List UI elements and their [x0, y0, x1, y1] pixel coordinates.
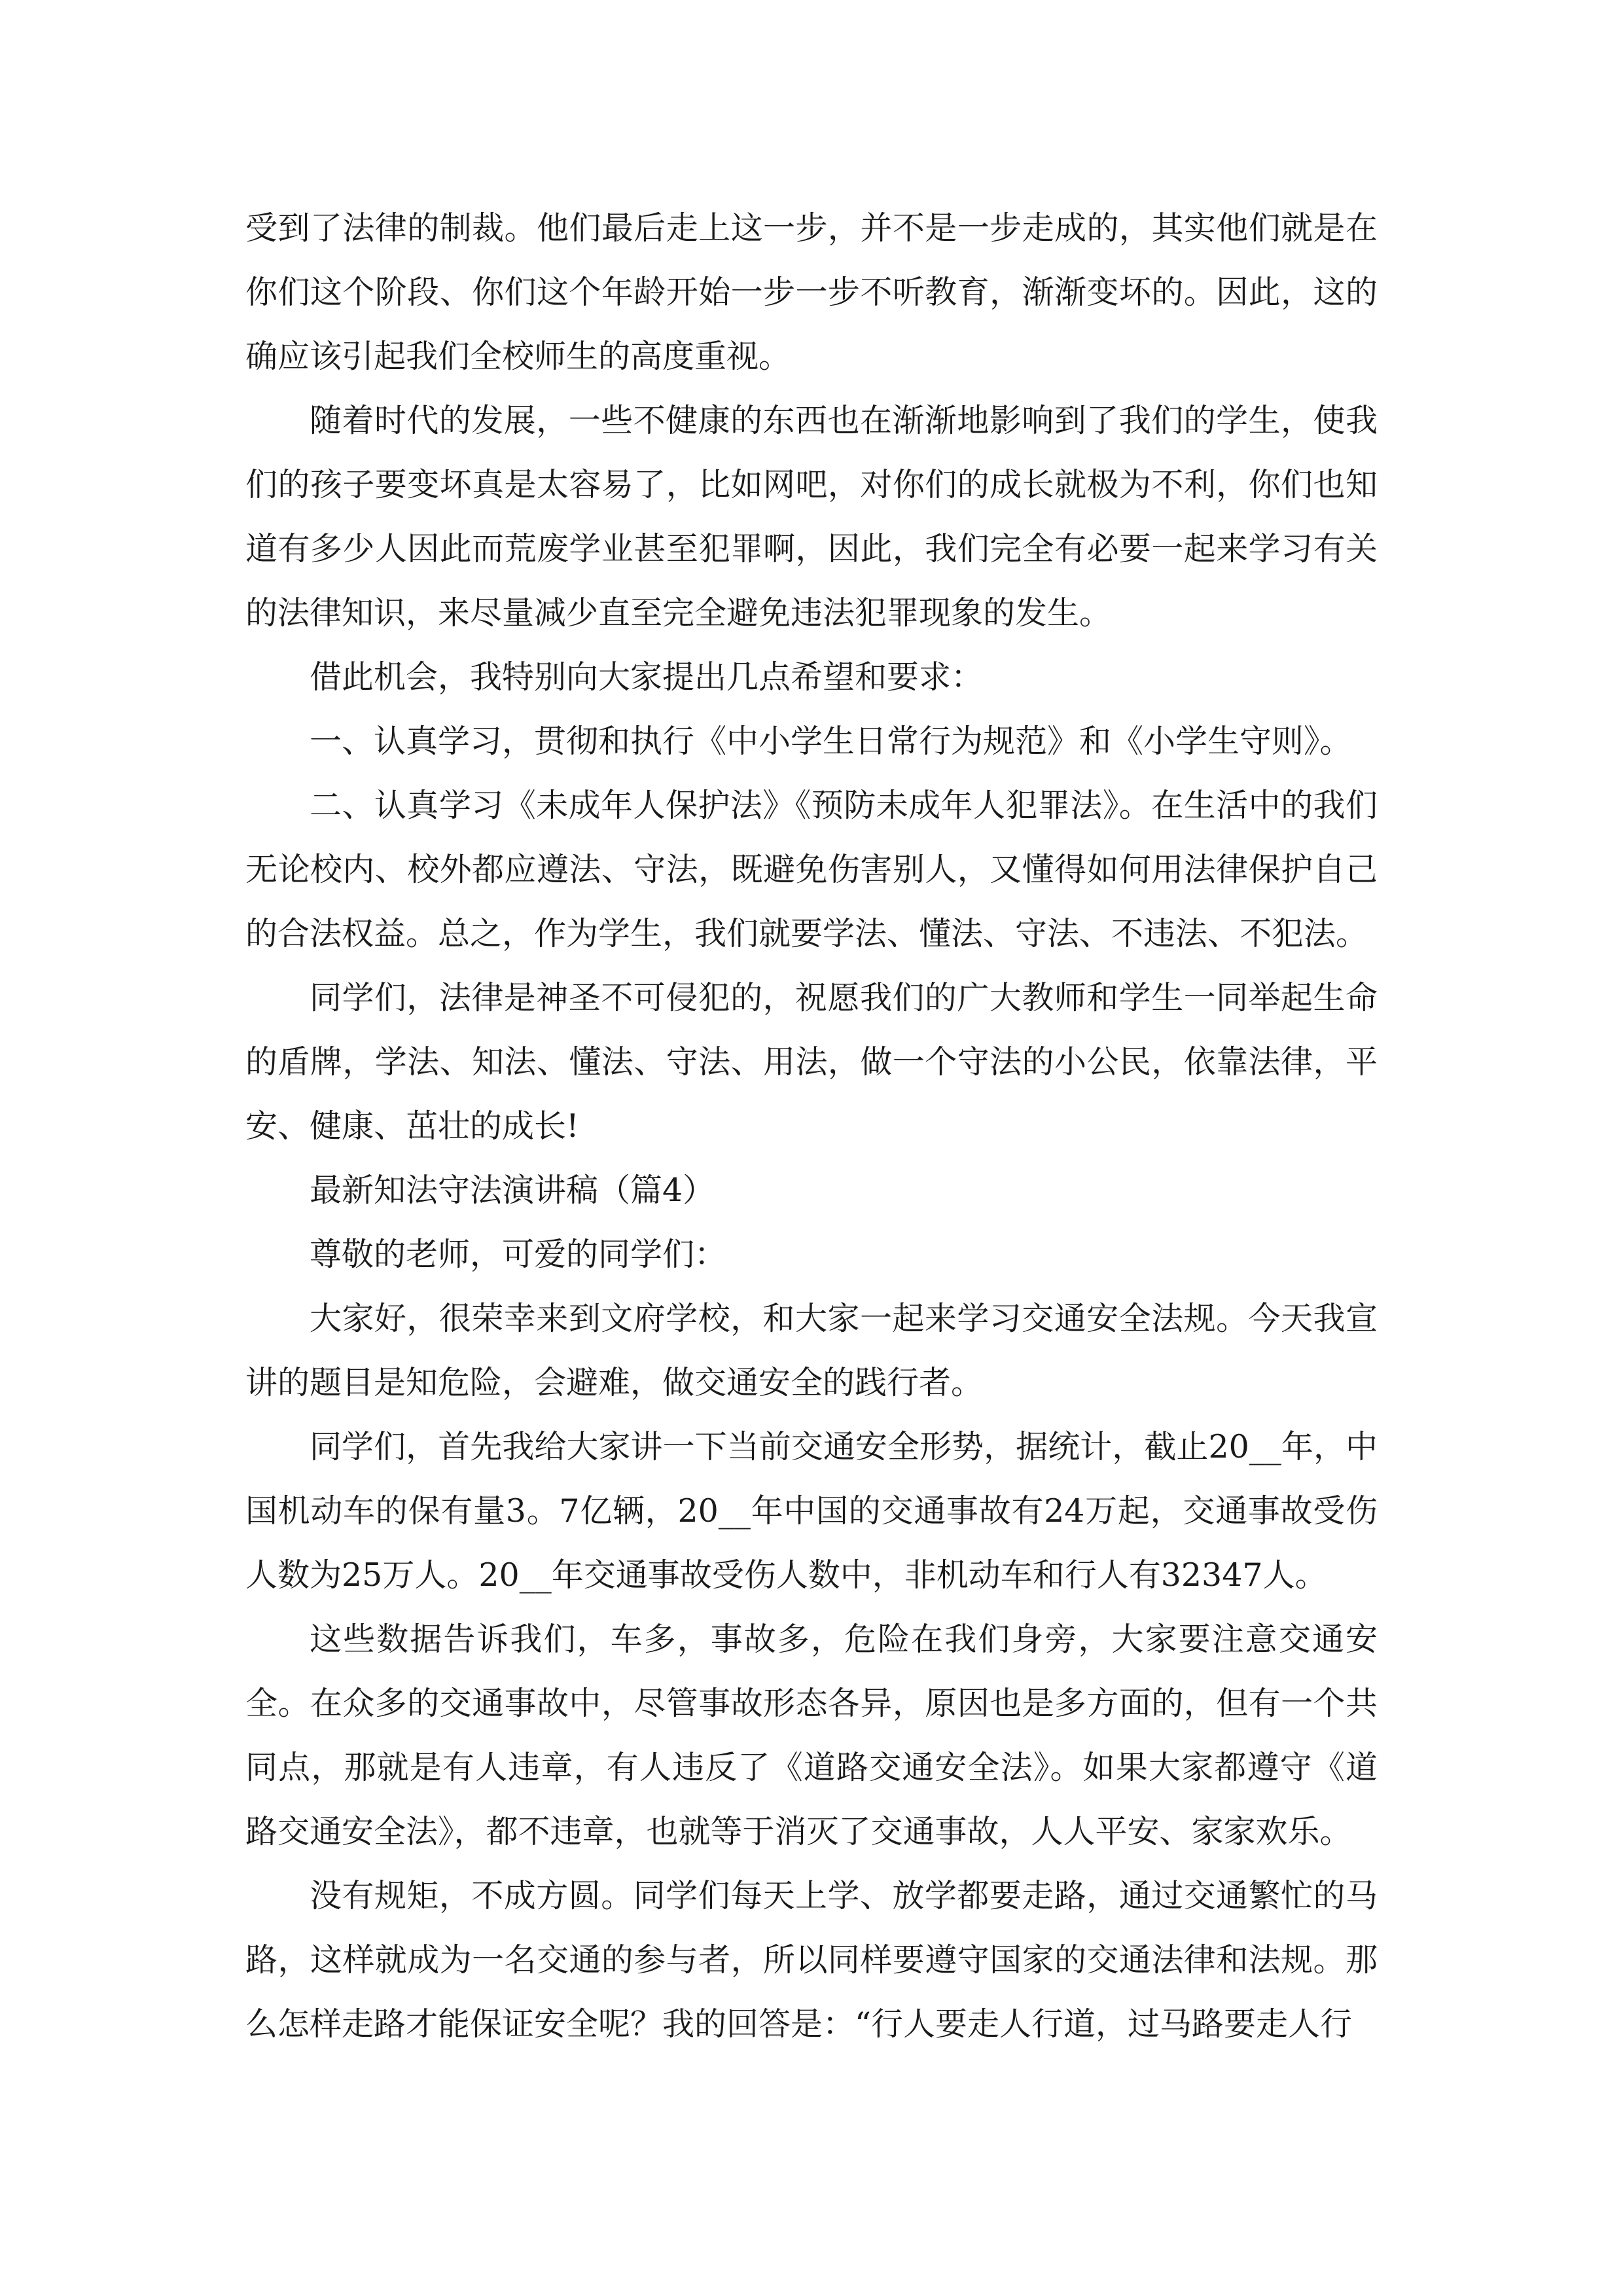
- paragraph-5: 二、认真学习《未成年人保护法》《预防未成年人犯罪法》。在生活中的我们无论校内、校外都应遵法、守法，既避免伤害别人，又懂得如何用法律保护自己的合法权益。总之，作为学生，我们就要学法、懂法、守法、不违法、不犯法。: [245, 787, 1378, 952]
- paragraph-1: 受到了法律的制裁。他们最后走上这一步，并不是一步走成的，其实他们就是在你们这个阶段、你们这个年龄开始一步一步不听教育，渐渐变坏的。因此，这的确应该引起我们全校师生的高度重视。: [245, 209, 1378, 375]
- paragraph-3: 借此机会，我特别向大家提出几点希望和要求：: [310, 658, 984, 696]
- section-heading: 最新知法守法演讲稿（篇4）: [310, 1172, 715, 1209]
- paragraph-6: 同学们，法律是神圣不可侵犯的，祝愿我们的广大教师和学生一同举起生命的盾牌，学法、知法、懂法、守法、用法，做一个守法的小公民，依靠法律，平安、健康、茁壮的成长!: [245, 979, 1378, 1145]
- paragraph-11: 这些数据告诉我们，车多，事故多，危险在我们身旁，大家要注意交通安全。在众多的交通事故中，尽管事故形态各异，原因也是多方面的，但有一个共同点，那就是有人违章，有人违反了《道路交通安全法》。如果大家都遵守《道路交通安全法》，都不违章，也就等于消灭了交通事故，人人平安、家家欢乐。: [245, 1621, 1378, 1850]
- paragraph-4: 一、认真学习，贯彻和执行《中小学生日常行为规范》和《小学生守则》。: [310, 723, 1352, 760]
- paragraph-12: 没有规矩，不成方圆。同学们每天上学、放学都要走路，通过交通繁忙的马路，这样就成为一名交通的参与者，所以同样要遵守国家的交通法律和法规。那么怎样走路才能保证安全呢？我的回答是：“行人要走人行道，过马路要走人行: [245, 1877, 1378, 2043]
- paragraph-2: 随着时代的发展，一些不健康的东西也在渐渐地影响到了我们的学生，使我们的孩子要变坏真是太容易了，比如网吧，对你们的成长就极为不利，你们也知道有多少人因此而荒废学业甚至犯罪啊，因此，我们完全有必要一起来学习有关的法律知识，来尽量减少直至完全避免违法犯罪现象的发生。: [245, 402, 1378, 632]
- paragraph-10: 同学们，首先我给大家讲一下当前交通安全形势，据统计，截止20__年，中国机动车的保有量3。7亿辆，20__年中国的交通事故有24万起，交通事故受伤人数为25万人。20__年交通事故受伤人数中，非机动车和行人有32347人。: [245, 1428, 1378, 1594]
- salutation: 尊敬的老师，可爱的同学们：: [310, 1236, 727, 1273]
- paragraph-9: 大家好，很荣幸来到文府学校，和大家一起来学习交通安全法规。今天我宣讲的题目是知危险，会避难，做交通安全的践行者。: [245, 1300, 1378, 1401]
- document-body: [245, 196, 1378, 2056]
